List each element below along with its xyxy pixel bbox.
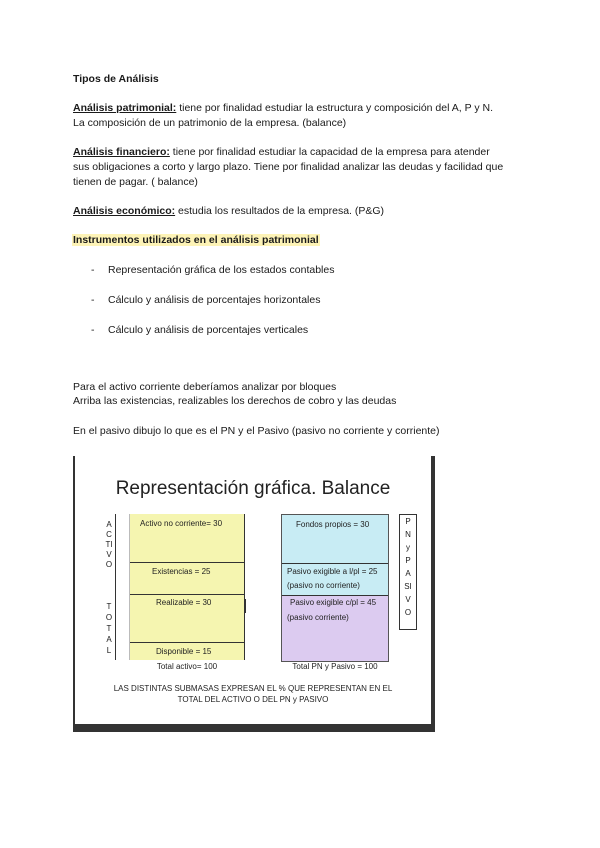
pn-pasivo-label-letter: P (405, 517, 411, 526)
activo-column (129, 514, 245, 660)
activo-label-bottom-letter: T (106, 602, 112, 611)
activo-block-existencias: Existencias = 25 (152, 567, 211, 576)
activo-label-bottom-letter: T (106, 624, 112, 633)
pn-pasivo-label-box (399, 514, 417, 630)
paragraph-patrimonial (73, 101, 493, 115)
activo-label-bottom-letter: L (106, 646, 112, 655)
text-financiero-1: tiene por finalidad estudiar la capacidad de la empresa para atender (169, 146, 490, 158)
bullet-mark: - (91, 264, 95, 276)
activo-label-divider (115, 514, 116, 660)
activo-block-anc: Activo no corriente= 30 (140, 519, 223, 528)
text-economico-1: estudia los resultados de la empresa. (P&G) (175, 205, 385, 217)
paragraph-financiero (73, 145, 490, 159)
activo-separator (130, 594, 244, 595)
list-item: Cálculo y análisis de porcentajes horizontales (108, 294, 321, 306)
pn-pasivo-label-letter: y (406, 543, 410, 552)
pn-pasivo-label-letter: P (405, 556, 411, 565)
text-financiero-3: tienen de pagar. ( balance) (73, 176, 198, 188)
doc-heading: Tipos de Análisis (73, 73, 159, 85)
text-patrimonial-1: tiene por finalidad estudiar la estructura y composición del A, P y N. (176, 102, 494, 114)
pasivo-label-fp: Fondos propios = 30 (296, 520, 370, 529)
pn-pasivo-label-letter: N (405, 530, 411, 539)
bullet-mark: - (91, 324, 95, 336)
activo-label-top-letter: A (106, 520, 112, 529)
pasivo-separator (282, 563, 388, 564)
balance-figure (73, 456, 435, 732)
pasivo-sub-nc: (pasivo no corriente) (287, 581, 360, 590)
label-patrimonial: Análisis patrimonial: (73, 102, 177, 114)
pn-pasivo-label-letter: O (404, 608, 412, 617)
text-patrimonial-2: La composición de un patrimonio de la empresa. (balance) (73, 117, 347, 129)
activo-label-top-letter: C (106, 530, 112, 539)
paragraph-economico (73, 204, 384, 218)
pn-pasivo-label-letter: SI (404, 582, 412, 591)
activo-label-bottom-letter: O (105, 613, 113, 622)
activo-label-top-letter: O (105, 560, 113, 569)
activo-block-disponible: Disponible = 15 (156, 647, 212, 656)
balance-figure-canvas (75, 456, 431, 724)
total-pn-pasivo: Total PN y Pasivo = 100 (292, 662, 378, 671)
pasivo-column (281, 514, 389, 662)
list-item: Representación gráfica de los estados contables (108, 264, 335, 276)
list-item: Cálculo y análisis de porcentajes verticales (108, 324, 309, 336)
instruments-heading (72, 233, 320, 247)
figure-caption-2: TOTAL DEL ACTIVO O DEL PN y PASIVO (177, 695, 329, 704)
activo-label-top-letter: V (106, 550, 112, 559)
label-economico: Análisis económico: (73, 205, 176, 217)
pasivo-label-nc: Pasivo exigible a l/pl = 25 (287, 567, 378, 576)
instruments-heading-text: Instrumentos utilizados en el análisis patrimonial (73, 234, 319, 246)
note-activo-2: Arriba las existencias, realizables los derechos de cobro y las deudas (73, 395, 397, 407)
activo-label-bottom-letter: A (106, 635, 112, 644)
pasivo-separator (282, 595, 388, 596)
figure-title: Representación gráfica. Balance (115, 478, 391, 499)
pn-pasivo-label-letter: A (405, 569, 411, 578)
activo-label-top-letter: TI (105, 540, 113, 549)
activo-separator (130, 642, 244, 643)
pasivo-sub-c: (pasivo corriente) (287, 613, 349, 622)
note-pasivo: En el pasivo dibujo lo que es el PN y el Pasivo (pasivo no corriente y corriente) (73, 425, 440, 437)
activo-block-realizable: Realizable = 30 (156, 598, 212, 607)
note-activo-1: Para el activo corriente deberíamos analizar por bloques (73, 381, 337, 393)
label-financiero: Análisis financiero: (73, 146, 170, 158)
activo-total-label (102, 514, 116, 660)
pn-pasivo-label-letter: V (405, 595, 411, 604)
figure-caption-1: LAS DISTINTAS SUBMASAS EXPRESAN EL % QUE REPRESENTAN EN EL (113, 684, 393, 693)
activo-separator (130, 562, 244, 563)
pasivo-label-c: Pasivo exigible c/pl = 45 (290, 598, 377, 607)
total-activo: Total activo= 100 (156, 662, 218, 671)
bullet-mark: - (91, 294, 95, 306)
text-financiero-2: sus obligaciones a corto y largo plazo. Tiene por finalidad analizar las deudas y facilidad que (73, 161, 504, 173)
activo-tick (245, 599, 248, 613)
